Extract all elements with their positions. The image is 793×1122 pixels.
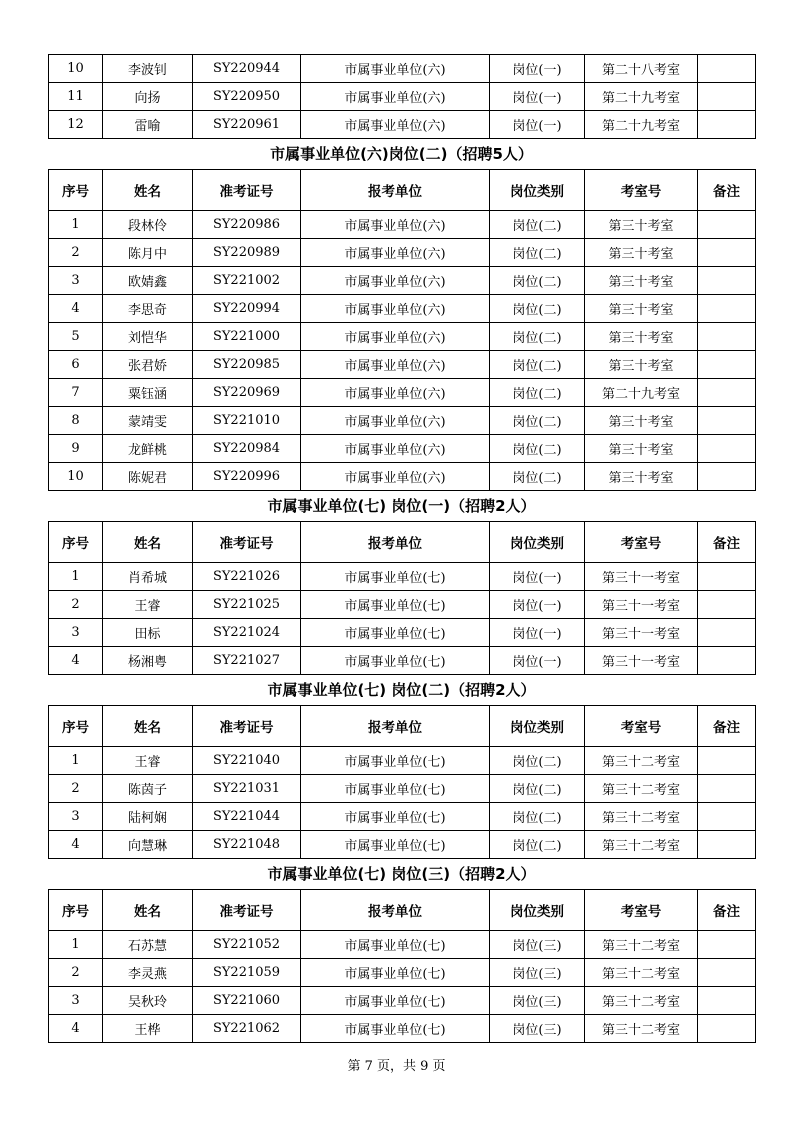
header-row bbox=[49, 522, 756, 563]
cell-no: 2 bbox=[49, 959, 103, 987]
header-room: 考室号 bbox=[585, 706, 698, 747]
table-row bbox=[49, 563, 756, 591]
header-id: 准考证号 bbox=[193, 890, 301, 931]
header-name: 姓名 bbox=[103, 170, 193, 211]
cell-name: 吴秋玲 bbox=[103, 987, 193, 1015]
cell-note bbox=[698, 267, 756, 295]
table-row bbox=[49, 295, 756, 323]
cell-name: 田标 bbox=[103, 619, 193, 647]
section-title: 市属事业单位(六)岗位(二)（招聘5人） bbox=[270, 145, 533, 163]
cell-no: 1 bbox=[49, 747, 103, 775]
cell-id: SY220986 bbox=[193, 211, 301, 239]
cell-id: SY220961 bbox=[193, 111, 301, 139]
cell-position: 岗位(二) bbox=[490, 351, 585, 379]
cell-position: 岗位(一) bbox=[490, 619, 585, 647]
cell-unit: 市属事业单位(七) bbox=[301, 747, 490, 775]
cell-no: 2 bbox=[49, 775, 103, 803]
cell-name: 肖希城 bbox=[103, 563, 193, 591]
cell-no: 11 bbox=[49, 83, 103, 111]
cell-room: 第三十一考室 bbox=[585, 563, 698, 591]
table-row bbox=[49, 747, 756, 775]
cell-id: SY221048 bbox=[193, 831, 301, 859]
cell-id: SY221027 bbox=[193, 647, 301, 675]
table-row bbox=[49, 111, 756, 139]
table-row bbox=[49, 267, 756, 295]
cell-id: SY220969 bbox=[193, 379, 301, 407]
table-row bbox=[49, 647, 756, 675]
cell-unit: 市属事业单位(七) bbox=[301, 803, 490, 831]
cell-no: 3 bbox=[49, 619, 103, 647]
cell-no: 1 bbox=[49, 931, 103, 959]
cell-id: SY220950 bbox=[193, 83, 301, 111]
table-row bbox=[49, 435, 756, 463]
header-id: 准考证号 bbox=[193, 170, 301, 211]
cell-room: 第三十二考室 bbox=[585, 959, 698, 987]
cell-id: SY221024 bbox=[193, 619, 301, 647]
cell-position: 岗位(二) bbox=[490, 803, 585, 831]
header-position: 岗位类别 bbox=[490, 706, 585, 747]
header-no: 序号 bbox=[49, 706, 103, 747]
cell-position: 岗位(一) bbox=[490, 647, 585, 675]
cell-note bbox=[698, 987, 756, 1015]
table-row bbox=[49, 351, 756, 379]
cell-room: 第三十二考室 bbox=[585, 803, 698, 831]
cell-no: 10 bbox=[49, 463, 103, 491]
cell-position: 岗位(二) bbox=[490, 407, 585, 435]
header-position: 岗位类别 bbox=[490, 170, 585, 211]
cell-name: 陈妮君 bbox=[103, 463, 193, 491]
cell-room: 第三十二考室 bbox=[585, 931, 698, 959]
cell-id: SY220985 bbox=[193, 351, 301, 379]
cell-room: 第三十考室 bbox=[585, 351, 698, 379]
cell-id: SY221062 bbox=[193, 1015, 301, 1043]
cell-unit: 市属事业单位(七) bbox=[301, 931, 490, 959]
cell-position: 岗位(二) bbox=[490, 267, 585, 295]
cell-note bbox=[698, 55, 756, 83]
header-room: 考室号 bbox=[585, 522, 698, 563]
cell-position: 岗位(二) bbox=[490, 463, 585, 491]
header-no: 序号 bbox=[49, 522, 103, 563]
cell-unit: 市属事业单位(七) bbox=[301, 563, 490, 591]
cell-unit: 市属事业单位(七) bbox=[301, 619, 490, 647]
table-row bbox=[49, 83, 756, 111]
cell-id: SY220996 bbox=[193, 463, 301, 491]
cell-room: 第三十考室 bbox=[585, 407, 698, 435]
cell-room: 第三十考室 bbox=[585, 295, 698, 323]
cell-id: SY221010 bbox=[193, 407, 301, 435]
cell-unit: 市属事业单位(六) bbox=[301, 435, 490, 463]
cell-no: 4 bbox=[49, 1015, 103, 1043]
cell-name: 李波钊 bbox=[103, 55, 193, 83]
cell-unit: 市属事业单位(六) bbox=[301, 239, 490, 267]
cell-room: 第三十二考室 bbox=[585, 1015, 698, 1043]
cell-name: 刘恺华 bbox=[103, 323, 193, 351]
cell-position: 岗位(三) bbox=[490, 959, 585, 987]
cell-no: 3 bbox=[49, 803, 103, 831]
cell-note bbox=[698, 379, 756, 407]
cell-note bbox=[698, 775, 756, 803]
cell-unit: 市属事业单位(六) bbox=[301, 351, 490, 379]
cell-room: 第三十二考室 bbox=[585, 747, 698, 775]
cell-note bbox=[698, 323, 756, 351]
cell-id: SY221000 bbox=[193, 323, 301, 351]
cell-room: 第三十一考室 bbox=[585, 591, 698, 619]
table-row bbox=[49, 463, 756, 491]
cell-name: 蒙靖雯 bbox=[103, 407, 193, 435]
cell-no: 9 bbox=[49, 435, 103, 463]
cell-id: SY221002 bbox=[193, 267, 301, 295]
cell-name: 欧婧鑫 bbox=[103, 267, 193, 295]
cell-unit: 市属事业单位(六) bbox=[301, 267, 490, 295]
cell-unit: 市属事业单位(七) bbox=[301, 1015, 490, 1043]
cell-no: 10 bbox=[49, 55, 103, 83]
cell-unit: 市属事业单位(七) bbox=[301, 987, 490, 1015]
cell-no: 7 bbox=[49, 379, 103, 407]
header-row bbox=[49, 170, 756, 211]
table-continued-body bbox=[49, 55, 756, 139]
page-content bbox=[48, 54, 755, 1043]
cell-note bbox=[698, 435, 756, 463]
cell-id: SY220984 bbox=[193, 435, 301, 463]
section-table bbox=[48, 889, 756, 1043]
cell-position: 岗位(一) bbox=[490, 55, 585, 83]
cell-no: 4 bbox=[49, 831, 103, 859]
section-title: 市属事业单位(七) 岗位(一)（招聘2人） bbox=[267, 497, 536, 515]
header-row bbox=[49, 706, 756, 747]
header-unit: 报考单位 bbox=[301, 170, 490, 211]
cell-name: 向扬 bbox=[103, 83, 193, 111]
cell-no: 5 bbox=[49, 323, 103, 351]
table-row bbox=[49, 55, 756, 83]
cell-note bbox=[698, 563, 756, 591]
cell-position: 岗位(一) bbox=[490, 563, 585, 591]
table-row bbox=[49, 211, 756, 239]
cell-unit: 市属事业单位(七) bbox=[301, 647, 490, 675]
cell-no: 4 bbox=[49, 295, 103, 323]
cell-id: SY221031 bbox=[193, 775, 301, 803]
cell-position: 岗位(二) bbox=[490, 379, 585, 407]
header-note: 备注 bbox=[698, 890, 756, 931]
header-unit: 报考单位 bbox=[301, 890, 490, 931]
table-row bbox=[49, 323, 756, 351]
cell-name: 龙鲜桃 bbox=[103, 435, 193, 463]
section-title: 市属事业单位(七) 岗位(三)（招聘2人） bbox=[267, 865, 536, 883]
cell-name: 粟钰涵 bbox=[103, 379, 193, 407]
cell-room: 第三十一考室 bbox=[585, 647, 698, 675]
header-no: 序号 bbox=[49, 170, 103, 211]
cell-name: 张君娇 bbox=[103, 351, 193, 379]
cell-note bbox=[698, 463, 756, 491]
cell-name: 杨湘粤 bbox=[103, 647, 193, 675]
table-row bbox=[49, 407, 756, 435]
cell-id: SY221044 bbox=[193, 803, 301, 831]
cell-unit: 市属事业单位(六) bbox=[301, 407, 490, 435]
cell-unit: 市属事业单位(六) bbox=[301, 463, 490, 491]
cell-unit: 市属事业单位(六) bbox=[301, 323, 490, 351]
cell-position: 岗位(三) bbox=[490, 931, 585, 959]
header-row bbox=[49, 890, 756, 931]
cell-room: 第三十一考室 bbox=[585, 619, 698, 647]
cell-position: 岗位(二) bbox=[490, 211, 585, 239]
cell-position: 岗位(三) bbox=[490, 1015, 585, 1043]
cell-note bbox=[698, 959, 756, 987]
header-position: 岗位类别 bbox=[490, 522, 585, 563]
cell-room: 第三十考室 bbox=[585, 239, 698, 267]
cell-room: 第三十二考室 bbox=[585, 987, 698, 1015]
cell-note bbox=[698, 831, 756, 859]
cell-position: 岗位(一) bbox=[490, 591, 585, 619]
table-row bbox=[49, 775, 756, 803]
table-row bbox=[49, 619, 756, 647]
header-position: 岗位类别 bbox=[490, 890, 585, 931]
table-row bbox=[49, 803, 756, 831]
cell-no: 2 bbox=[49, 591, 103, 619]
cell-room: 第三十考室 bbox=[585, 463, 698, 491]
header-name: 姓名 bbox=[103, 890, 193, 931]
cell-unit: 市属事业单位(七) bbox=[301, 959, 490, 987]
cell-id: SY221060 bbox=[193, 987, 301, 1015]
header-note: 备注 bbox=[698, 706, 756, 747]
header-name: 姓名 bbox=[103, 706, 193, 747]
cell-room: 第三十考室 bbox=[585, 267, 698, 295]
cell-room: 第二十九考室 bbox=[585, 83, 698, 111]
cell-name: 王睿 bbox=[103, 747, 193, 775]
table-row bbox=[49, 959, 756, 987]
cell-no: 3 bbox=[49, 267, 103, 295]
page-footer: 第 7 页，共 9 页 bbox=[347, 1059, 446, 1074]
table-row bbox=[49, 591, 756, 619]
cell-name: 陈茵子 bbox=[103, 775, 193, 803]
header-id: 准考证号 bbox=[193, 706, 301, 747]
cell-no: 2 bbox=[49, 239, 103, 267]
header-unit: 报考单位 bbox=[301, 706, 490, 747]
cell-id: SY221052 bbox=[193, 931, 301, 959]
cell-id: SY221040 bbox=[193, 747, 301, 775]
cell-unit: 市属事业单位(七) bbox=[301, 775, 490, 803]
header-no: 序号 bbox=[49, 890, 103, 931]
section-table bbox=[48, 705, 756, 859]
header-name: 姓名 bbox=[103, 522, 193, 563]
cell-room: 第三十考室 bbox=[585, 323, 698, 351]
cell-note bbox=[698, 111, 756, 139]
cell-unit: 市属事业单位(六) bbox=[301, 55, 490, 83]
cell-position: 岗位(三) bbox=[490, 987, 585, 1015]
cell-no: 1 bbox=[49, 563, 103, 591]
cell-no: 4 bbox=[49, 647, 103, 675]
table-continued bbox=[48, 54, 756, 139]
cell-position: 岗位(二) bbox=[490, 239, 585, 267]
cell-note bbox=[698, 239, 756, 267]
cell-name: 李思奇 bbox=[103, 295, 193, 323]
cell-name: 段林伶 bbox=[103, 211, 193, 239]
cell-position: 岗位(一) bbox=[490, 83, 585, 111]
cell-note bbox=[698, 747, 756, 775]
table-row bbox=[49, 931, 756, 959]
cell-position: 岗位(二) bbox=[490, 831, 585, 859]
header-unit: 报考单位 bbox=[301, 522, 490, 563]
cell-note bbox=[698, 1015, 756, 1043]
section-table bbox=[48, 521, 756, 675]
cell-name: 向慧琳 bbox=[103, 831, 193, 859]
cell-unit: 市属事业单位(六) bbox=[301, 295, 490, 323]
cell-note bbox=[698, 931, 756, 959]
cell-no: 3 bbox=[49, 987, 103, 1015]
cell-position: 岗位(二) bbox=[490, 747, 585, 775]
cell-id: SY221025 bbox=[193, 591, 301, 619]
cell-id: SY220994 bbox=[193, 295, 301, 323]
cell-note bbox=[698, 351, 756, 379]
cell-id: SY221059 bbox=[193, 959, 301, 987]
header-note: 备注 bbox=[698, 170, 756, 211]
cell-note bbox=[698, 619, 756, 647]
cell-position: 岗位(一) bbox=[490, 111, 585, 139]
cell-room: 第二十八考室 bbox=[585, 55, 698, 83]
table-row bbox=[49, 379, 756, 407]
table-row bbox=[49, 987, 756, 1015]
section-title: 市属事业单位(七) 岗位(二)（招聘2人） bbox=[267, 681, 536, 699]
table-row bbox=[49, 1015, 756, 1043]
cell-note bbox=[698, 83, 756, 111]
table-row bbox=[49, 239, 756, 267]
table-row bbox=[49, 831, 756, 859]
cell-no: 8 bbox=[49, 407, 103, 435]
cell-name: 雷喻 bbox=[103, 111, 193, 139]
cell-note bbox=[698, 211, 756, 239]
cell-no: 12 bbox=[49, 111, 103, 139]
cell-id: SY220944 bbox=[193, 55, 301, 83]
cell-name: 石苏慧 bbox=[103, 931, 193, 959]
cell-room: 第二十九考室 bbox=[585, 111, 698, 139]
cell-unit: 市属事业单位(六) bbox=[301, 111, 490, 139]
cell-id: SY220989 bbox=[193, 239, 301, 267]
cell-unit: 市属事业单位(七) bbox=[301, 591, 490, 619]
cell-position: 岗位(二) bbox=[490, 295, 585, 323]
cell-unit: 市属事业单位(七) bbox=[301, 831, 490, 859]
cell-note bbox=[698, 803, 756, 831]
header-room: 考室号 bbox=[585, 170, 698, 211]
cell-unit: 市属事业单位(六) bbox=[301, 379, 490, 407]
cell-name: 陆柯娴 bbox=[103, 803, 193, 831]
cell-name: 王睿 bbox=[103, 591, 193, 619]
cell-room: 第三十二考室 bbox=[585, 831, 698, 859]
cell-no: 6 bbox=[49, 351, 103, 379]
cell-room: 第三十考室 bbox=[585, 435, 698, 463]
header-room: 考室号 bbox=[585, 890, 698, 931]
cell-unit: 市属事业单位(六) bbox=[301, 83, 490, 111]
cell-name: 陈月中 bbox=[103, 239, 193, 267]
cell-note bbox=[698, 591, 756, 619]
header-id: 准考证号 bbox=[193, 522, 301, 563]
cell-room: 第三十考室 bbox=[585, 211, 698, 239]
cell-position: 岗位(二) bbox=[490, 323, 585, 351]
cell-note bbox=[698, 407, 756, 435]
cell-note bbox=[698, 295, 756, 323]
cell-id: SY221026 bbox=[193, 563, 301, 591]
cell-room: 第二十九考室 bbox=[585, 379, 698, 407]
cell-position: 岗位(二) bbox=[490, 775, 585, 803]
cell-no: 1 bbox=[49, 211, 103, 239]
cell-name: 李灵燕 bbox=[103, 959, 193, 987]
header-note: 备注 bbox=[698, 522, 756, 563]
cell-note bbox=[698, 647, 756, 675]
cell-room: 第三十二考室 bbox=[585, 775, 698, 803]
cell-name: 王桦 bbox=[103, 1015, 193, 1043]
sections bbox=[48, 139, 755, 1043]
section-table bbox=[48, 169, 756, 491]
cell-position: 岗位(二) bbox=[490, 435, 585, 463]
cell-unit: 市属事业单位(六) bbox=[301, 211, 490, 239]
